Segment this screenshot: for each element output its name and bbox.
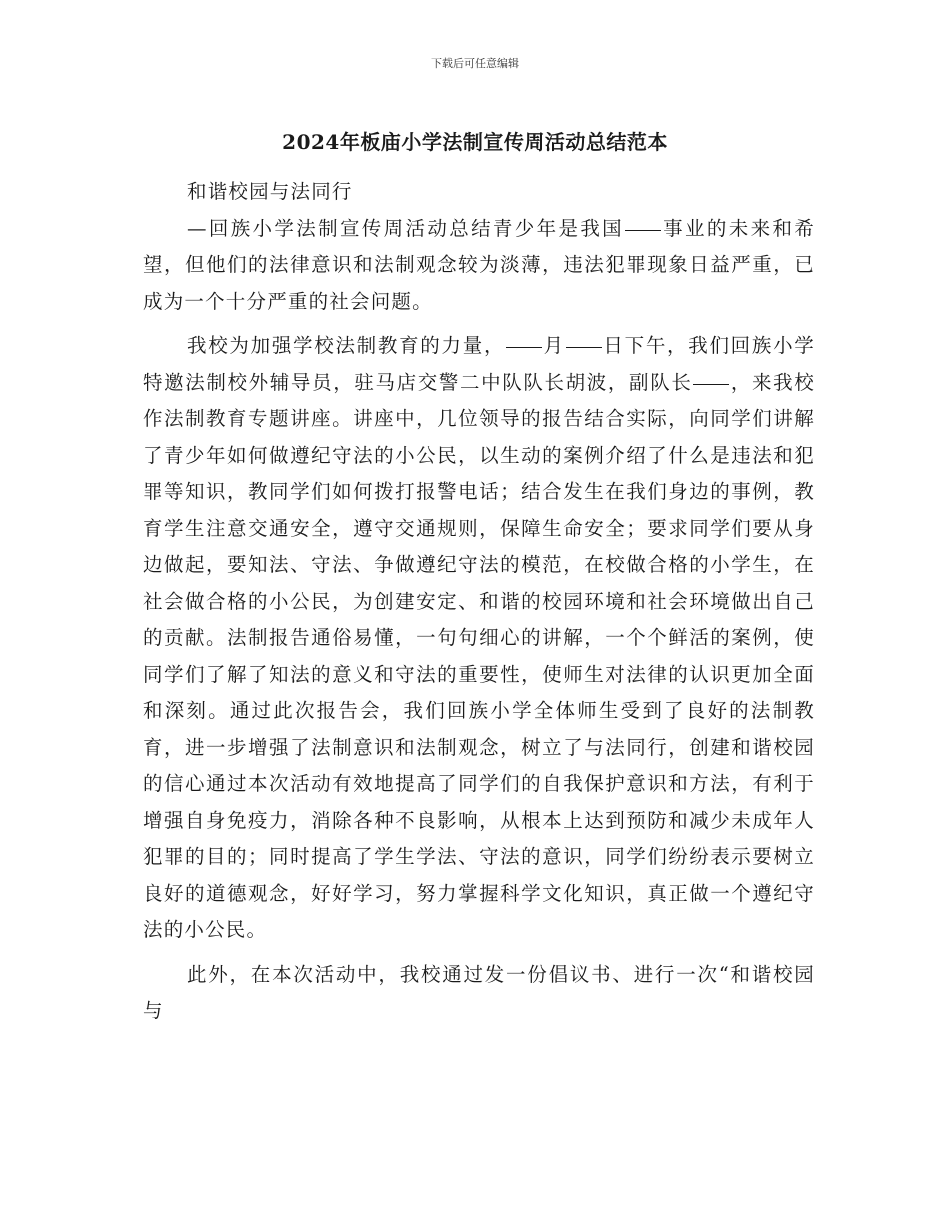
fill-blank xyxy=(566,346,602,348)
paragraph-2-text-b: 月 xyxy=(543,334,565,357)
fill-blank xyxy=(625,229,661,231)
paragraph-1-text-b: 事业的未来和希望，但他们的法律意识和法制观念较为淡薄，违法犯罪现象日益严重，已成为一个十分严重的社会问题。 xyxy=(143,216,815,313)
fill-blank xyxy=(693,383,729,385)
paragraph-2-text-c: 日下午，我们回族小学特邀法制校外辅导员，驻马店交警二中队队长胡波，副队长 xyxy=(143,334,815,394)
paragraph-1-text-a: —回族小学法制宣传周活动总结青少年是我国 xyxy=(187,216,625,240)
fill-blank xyxy=(506,346,542,348)
paragraph-2 xyxy=(143,328,815,949)
paragraph-1 xyxy=(143,211,815,321)
document-subtitle: 和谐校园与法同行 xyxy=(187,180,353,203)
document-body xyxy=(143,174,815,1030)
header-note: 下载后可任意编辑 xyxy=(431,57,519,70)
paragraph-2-text-d: ，来我校作法制教育专题讲座。讲座中，几位领导的报告结合实际，向同学们讲解了青少年如何做遵纪守法的小公民，以生动的案例介绍了什么是违法和犯罪等知识，教同学们如何拨打报警电话；结合发生在我们身边的事例，教育学生注意交通安全，遵守交通规则，保障生命安全；要求同学们要从身边做起，要知法、守法、争做遵纪守法的模范，在校做合格的小学生，在社会做合格的小公民，为创建安定、和谐的校园环境和社会环境做出自己的贡献。法制报告通俗易懂，一句句细心的讲解，一个个鲜活的案例，使同学们了解了知法的意义和守法的重要性，使师生对法律的认识更加全面和深刻。通过此次报告会，我们回族小学全体师生受到了良好的法制教育，进一步增强了法制意识和法制观念，树立了与法同行，创建和谐校园的信心通过本次活动有效地提高了同学们的自我保护意识和方法，有利于增强自身免疫力，消除各种不良影响，从根本上达到预防和减少未成年人犯罪的目的；同时提高了学生学法、守法的意识，同学们纷纷表示要树立良好的道德观念，好好学习，努力掌握科学文化知识，真正做一个遵纪守法的小公民。 xyxy=(143,370,815,941)
document-title: 2024年板庙小学法制宣传周活动总结范本 xyxy=(282,130,668,154)
paragraph-3: 此外，在本次活动中，我校通过发一份倡议书、进行一次“和谐校园与 xyxy=(143,962,815,1022)
paragraph-2-text-a: 我校为加强学校法制教育的力量， xyxy=(187,334,506,357)
